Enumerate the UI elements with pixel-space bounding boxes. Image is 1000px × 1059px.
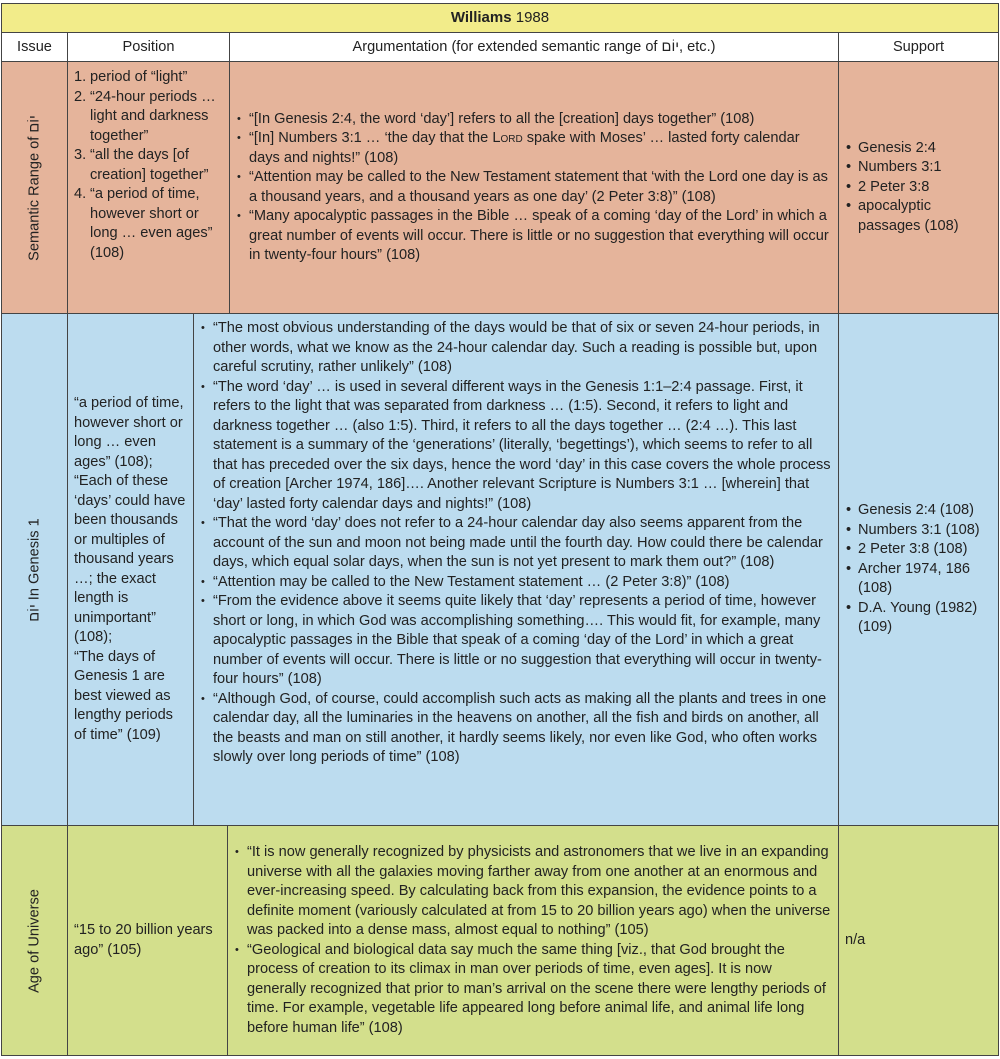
header-argumentation: Argumentation (for extended semantic range of יוֹם, etc.): [230, 33, 839, 62]
position-text: “a period of time, however short or long … even ages” (108);: [74, 395, 184, 470]
position-item: 3. “all the days [of creation] together”: [74, 147, 209, 183]
support-item: • Numbers 3:1 (108): [845, 521, 992, 541]
row3-position-cell: [68, 826, 228, 1056]
row1-argument-list: [236, 110, 832, 266]
row1-issue-cell: [1, 62, 68, 314]
row1-support-list: [845, 139, 992, 237]
row3-support-cell: [839, 826, 999, 1056]
position-item: 2. “24-hour periods … light and darkness together”: [74, 88, 216, 144]
position-text: “Each of these ‘days’ could have been thousands or multiples of thousand years …; the exact length is unimportant” (108);: [74, 473, 186, 645]
row2-support-list: [845, 501, 992, 638]
row1-position-list: [74, 68, 223, 263]
row2-issue-label: יוֹם In Genesis 1: [25, 517, 42, 622]
argument-item: • “[In] Numbers 3:1 … ‘the day that the Lord spake with Moses’ … lasted forty calendar days and nights!” (108): [236, 129, 832, 168]
row2-position-cell: [68, 314, 194, 826]
argument-item: • “[In Genesis 2:4, the word ‘day’] refers to all the [creation] days together” (108): [236, 110, 832, 130]
position-text: “15 to 20 billion years ago” (105): [74, 922, 213, 958]
argument-item: • “Although God, of course, could accomplish such acts as making all the plants and trees in one calendar day, all the luminaries in the heavens on another, all the fish and birds on another, all the beasts and man on still another, it hardly seems likely, nor even like God, who often works slowly over long periods of time” (108): [200, 690, 832, 768]
support-na: n/a: [845, 931, 866, 948]
argument-item: • “Attention may be called to the New Testament statement … (2 Peter 3:8)” (108): [200, 573, 832, 593]
argument-item: • “It is now generally recognized by physicists and astronomers that we live in an expanding universe with all the galaxies moving farther away from one another at an enormous and ever-increasing speed. By calculating back from this expansion, the evidence points to a definite moment (variously calculated at from 15 to 20 billion years ago) when the universe was packed into a dense mass, almost equal to nothing” (105): [234, 843, 832, 941]
row2-issue-cell: [1, 314, 68, 826]
position-item: 4. “a period of time, however short or long … even ages” (108): [74, 186, 213, 261]
row3-argument-cell: [228, 826, 839, 1056]
argument-item: • “Geological and biological data say much the same thing [viz., that God brought the process of creation to its climax in man over periods of time, even ages]. It is now generally recognized that prior to man’s arrival on the scene there were lengthy periods of time. For example, vegetable life appeared long before animal life, and animal life long before human life” (108): [234, 941, 832, 1039]
header-support: Support: [839, 33, 999, 62]
header-position: Position: [68, 33, 230, 62]
argument-item: • “The most obvious understanding of the days would be that of six or seven 24-hour periods, in other words, what we know as the 24-hour calendar day. Such a reading is possible but, upon careful scrutiny, rather unlikely” (108): [200, 319, 832, 378]
table-title: [1, 3, 999, 33]
row2-argument-cell: [194, 314, 839, 826]
argument-item: • “Many apocalyptic passages in the Bible … speak of a coming ‘day of the Lord’ in which a great number of events will occur. There is little or no suggestion that everything will occur in twenty-four hours” (108): [236, 207, 832, 266]
support-item: • Archer 1974, 186 (108): [845, 560, 992, 599]
position-text: “The days of Genesis 1 are best viewed as lengthy periods of time” (109): [74, 648, 173, 743]
support-item: • Genesis 2:4 (108): [845, 501, 992, 521]
argument-item: • “Attention may be called to the New Testament statement that ‘with the Lord one day is as a thousand years, and a thousand years as one day’ (2 Peter 3:8)” (108): [236, 168, 832, 207]
argument-item: • “From the evidence above it seems quite likely that ‘day’ represents a period of time, however short or long, in which God was accomplishing something…. This would fit, for example, many apocalyptic passages in the Bible that speak of a coming ‘day of the Lord’ in which a great number of events will occur. There is little or no suggestion that everything will occur in twenty-four hours” (108): [200, 592, 832, 690]
row3-argument-list: [234, 843, 832, 1038]
row1-argument-cell: [230, 62, 839, 314]
row1-support-cell: [839, 62, 999, 314]
support-item: • 2 Peter 3:8 (108): [845, 540, 992, 560]
support-item: • 2 Peter 3:8: [845, 178, 992, 198]
row3-issue-label: Age of Universe: [25, 888, 42, 993]
row2-argument-list: [200, 319, 832, 768]
header-issue: Issue: [1, 33, 68, 62]
support-item: • apocalyptic passages (108): [845, 197, 992, 236]
support-item: • Genesis 2:4: [845, 139, 992, 159]
support-item: • D.A. Young (1982) (109): [845, 599, 992, 638]
row1-issue-label: Semantic Range of יוֹם: [25, 114, 42, 261]
title-year: 1988: [515, 9, 550, 26]
argument-item: • “The word ‘day’ … is used in several different ways in the Genesis 1:1–2:4 passage. First, it refers to the light that was separated from darkness … (1:5). Second, it refers to light and darkness together … (also 1:5). Third, it refers to all the days together … (2:4 …). This last statement is a summary of the ‘generations’ (literally, ‘begettings’), which seems to refer to all that has preceded over the six days, hence the word ‘day’ in this case covers the whole process of creation [Archer 1974, 186]…. Another relevant Scripture is Numbers 3:1 … [wherein] that ‘day’ lasted forty calendar days and nights!” (108): [200, 378, 832, 515]
row3-issue-cell: [1, 826, 68, 1056]
argument-item: • “That the word ‘day’ does not refer to a 24-hour calendar day also seems apparent from the account of the sun and moon not being made until the fourth day. How could there be calendar days, which equal solar days, when the sun is not yet present to mark them out?” (108): [200, 514, 832, 573]
position-item: 1. period of “light”: [74, 69, 188, 85]
row1-position-cell: [68, 62, 230, 314]
support-item: • Numbers 3:1: [845, 158, 992, 178]
title-author: Williams: [450, 9, 512, 26]
row2-support-cell: [839, 314, 999, 826]
